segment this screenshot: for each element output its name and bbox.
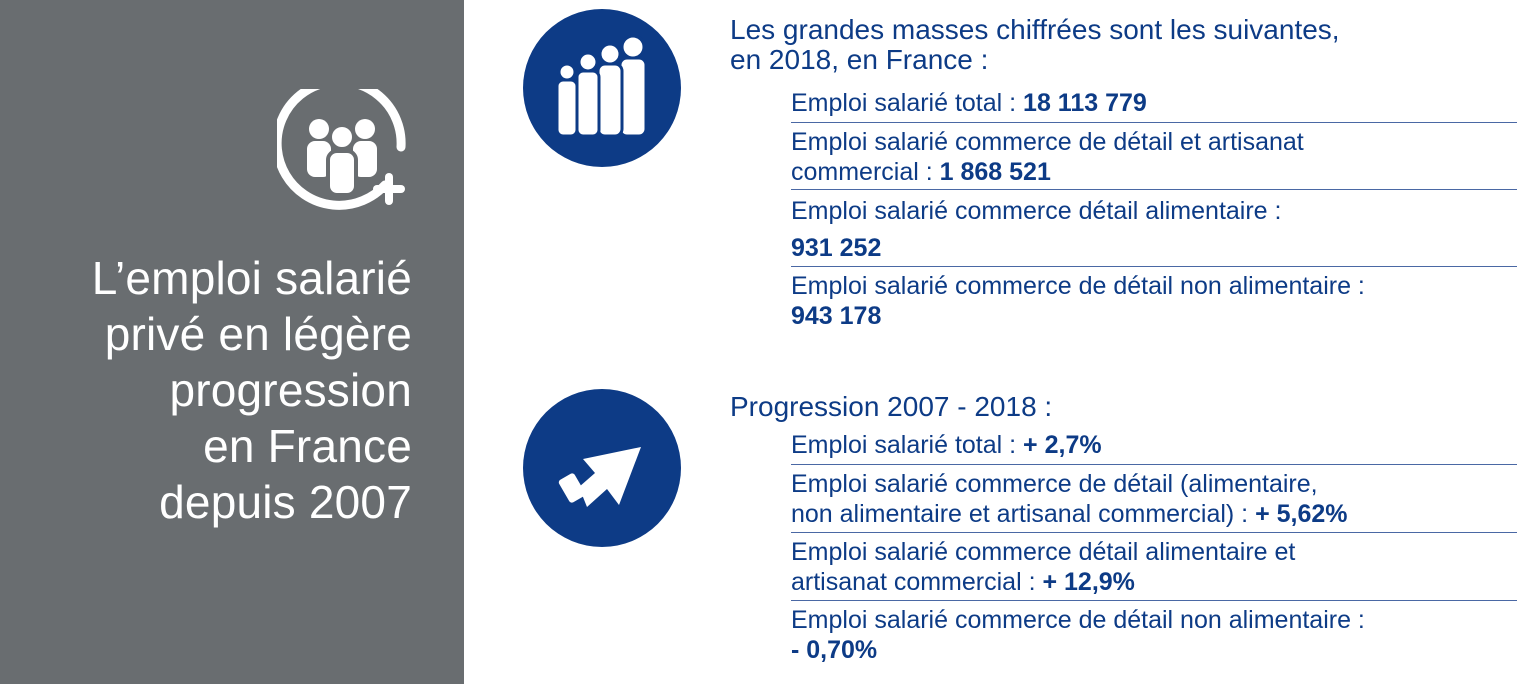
section2-list xyxy=(791,430,1517,665)
people-growth-icon xyxy=(523,9,681,167)
item-value: 943 178 xyxy=(791,302,882,330)
item-label: Emploi salarié commerce de détail non alimentaire : xyxy=(791,606,1365,634)
list-item xyxy=(791,533,1517,601)
sidebar-title-line: privé en légère xyxy=(104,308,412,360)
section1-heading-line: Les grandes masses chiffrées sont les suivantes, xyxy=(730,14,1340,45)
section1-heading-line: en 2018, en France : xyxy=(730,44,989,75)
item-label: Emploi salarié commerce de détail et artisanat xyxy=(791,128,1304,156)
sidebar-title-line: progression xyxy=(169,364,412,416)
sidebar-panel xyxy=(0,0,464,684)
item-label: non alimentaire et artisanal commercial) : xyxy=(791,500,1256,528)
item-label: Emploi salarié commerce de détail non alimentaire : xyxy=(791,272,1365,300)
item-value: + 5,62% xyxy=(1255,500,1348,528)
item-label: Emploi salarié commerce détail alimentaire et xyxy=(791,538,1296,566)
item-label: artisanat commercial : xyxy=(791,568,1043,596)
section1-list xyxy=(791,88,1517,331)
list-item xyxy=(791,465,1517,533)
item-value: 931 252 xyxy=(791,234,882,262)
list-item xyxy=(791,267,1517,331)
list-item xyxy=(791,123,1517,190)
progression-badge xyxy=(523,389,681,547)
list-item xyxy=(791,190,1517,267)
item-label: Emploi salarié commerce de détail (alimentaire, xyxy=(791,470,1318,498)
list-item xyxy=(791,88,1517,123)
sidebar-title-line: L’emploi salarié xyxy=(91,252,412,304)
people-growth-badge xyxy=(523,9,681,167)
list-item xyxy=(791,601,1517,665)
arrow-up-right-icon xyxy=(523,389,681,547)
sidebar-title xyxy=(0,250,412,530)
item-value: + 2,7% xyxy=(1023,431,1102,459)
item-value: - 0,70% xyxy=(791,636,878,664)
item-label: Emploi salarié commerce détail alimentaire : xyxy=(791,197,1282,225)
group-plus-icon xyxy=(277,89,413,217)
section1-heading xyxy=(730,15,1520,75)
section2-heading: Progression 2007 - 2018 : xyxy=(730,391,1053,422)
item-value: 1 868 521 xyxy=(939,158,1051,186)
item-label: Emploi salarié total : xyxy=(791,431,1024,459)
item-value: 18 113 779 xyxy=(1023,89,1147,117)
list-item xyxy=(791,430,1517,465)
item-label: commercial : xyxy=(791,158,940,186)
sidebar-title-line: en France xyxy=(203,420,412,472)
item-label: Emploi salarié total : xyxy=(791,89,1024,117)
sidebar-title-line: depuis 2007 xyxy=(159,476,412,528)
item-value: + 12,9% xyxy=(1042,568,1135,596)
